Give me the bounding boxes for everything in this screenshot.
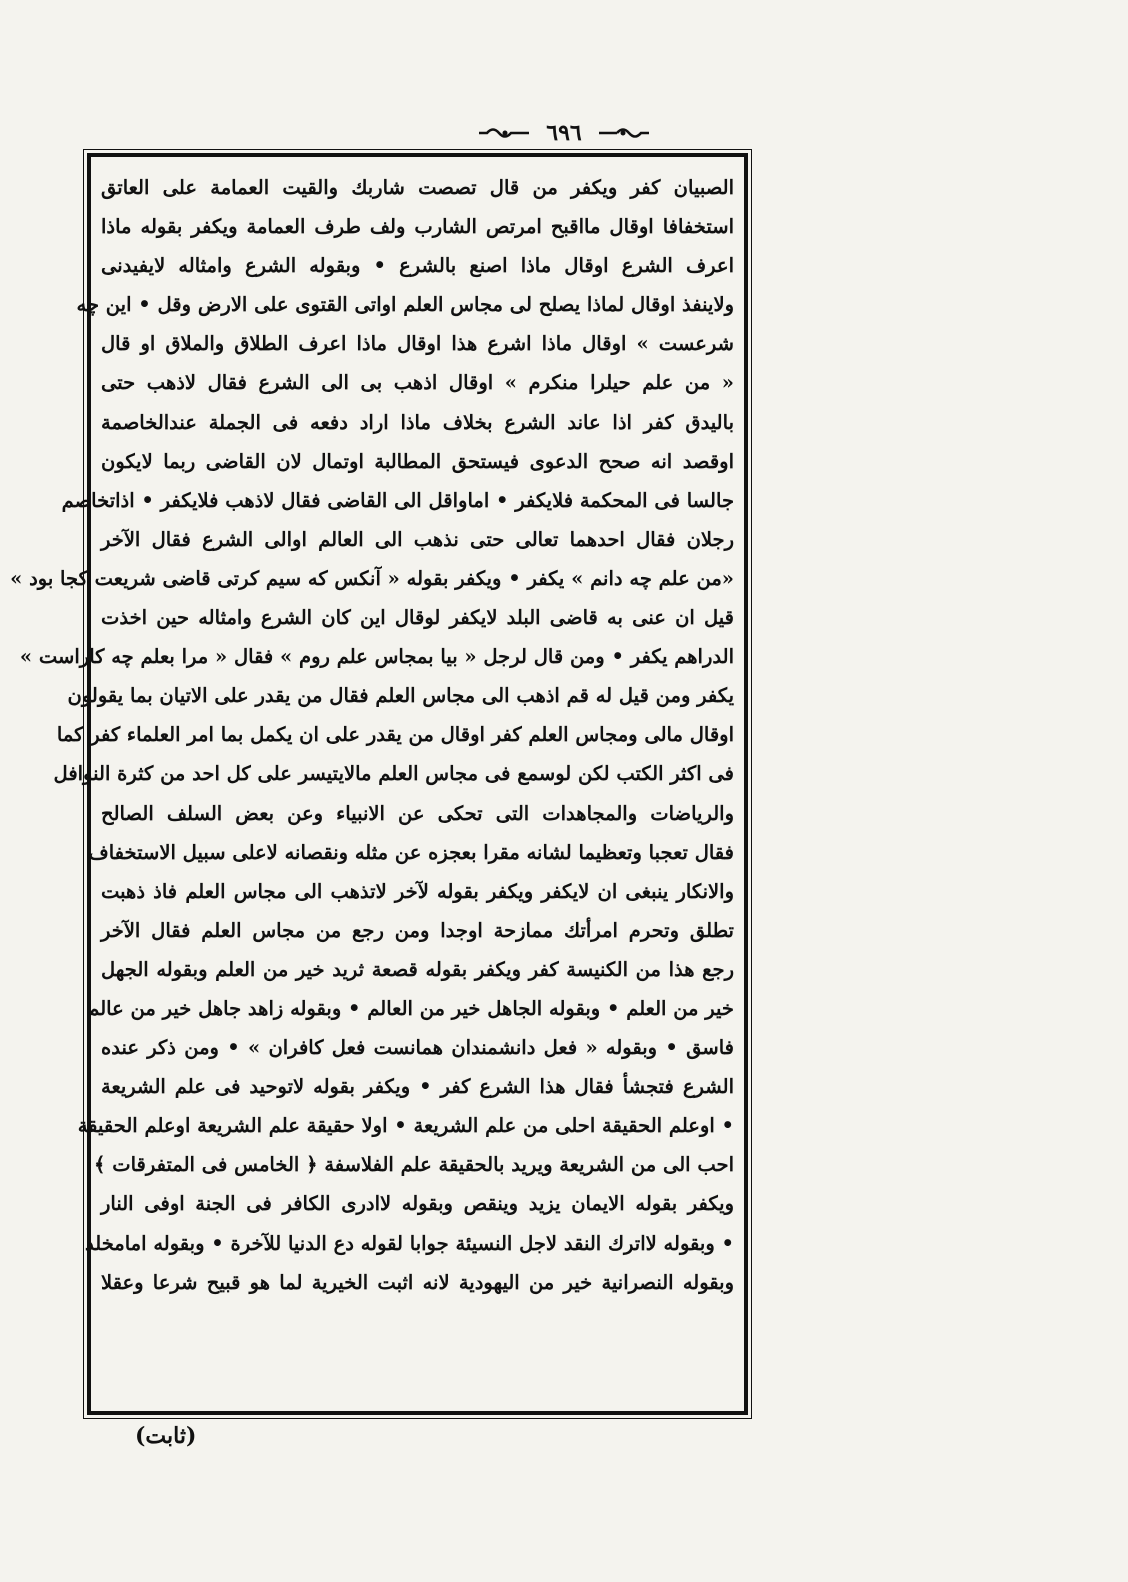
text-line: والانكار ينبغى ان لايكفر ويكفر بقوله لآخر لاتذهب الى مجاس العلم فاذ ذهبت [101, 879, 734, 903]
text-line: تطلق وتحرم امرأتك ممازحة اوجدا ومن رجع من مجاس العلم فقال الآخر [101, 918, 734, 942]
text-line: ويكفر بقوله الايمان يزيد وينقص وبقوله لاادرى الكافر فى الجنة اوفى النار [101, 1192, 734, 1216]
page-number: ٦٩٦ [546, 120, 582, 146]
text-line: رجع هذا من الكنيسة كفر ويكفر بقوله قصعة ثريد خير من العلم وبقوله الجهل [101, 957, 734, 981]
main-text [10, 168, 738, 1302]
text-line: فى اكثر الكتب لكن لوسمع فى مجاس العلم مالايتيسر على كل احد من كثرة النوافل [53, 762, 734, 786]
text-line: «من علم چه دانم » يكفر • ويكفر بقوله « آنكس كه سيم كرتى قاضى شريعت كجا بود » [10, 566, 734, 590]
text-line: • وبقوله لااترك النقد لاجل النسيئة جوابا لقوله دع الدنيا للآخرة • وبقوله امامخلد [85, 1231, 734, 1255]
text-line: الصبيان كفر ويكفر من قال تصصت شاربك والقيت العمامة على العاتق [101, 176, 734, 199]
text-line: احب الى من الشريعة ويريد بالحقيقة علم الفلاسفة ﴿ الخامس فى المتفرقات ﴾ [94, 1153, 734, 1177]
text-line: ولاينفذ اوقال لماذا يصلح لى مجاس العلم اواتى القتوى على الارض وقل • اين چه [76, 293, 734, 317]
text-line: « من علم حيلرا منكرم » اوقال اذهب بى الى الشرع فقال لاذهب حتى [101, 371, 734, 395]
text-line: اعرف الشرع اوقال ماذا اصنع بالشرع • وبقوله الشرع وامثاله لايفيدنى [101, 254, 734, 278]
text-line: باليدق كفر اذا عاند الشرع بخلاف ماذا اراد دفعه فى الجملة عندالخاصمة [101, 410, 734, 434]
left-ornament-icon [597, 124, 651, 145]
page-header [0, 120, 1128, 146]
text-line: يكفر ومن قيل له قم اذهب الى مجاس العلم فقال من يقدر على الاتيان بما يقولون [67, 684, 734, 708]
right-ornament-icon [477, 124, 531, 145]
text-line: شرعست » اوقال ماذا اشرع هذا اوقال ماذا اعرف الطلاق والملاق او قال [101, 332, 734, 356]
text-line: اوقال مالى ومجاس العلم كفر اوقال من يقدر على ان يكمل بما امر العلماء كفر كما [56, 723, 734, 747]
text-line: فاسق • وبقوله « فعل دانشمندان همانست فعل كافران » • ومن ذكر عنده [101, 1036, 734, 1060]
text-line: والرياضات والمجاهدات التى تحكى عن الانبياء وعن بعض السلف الصالح [101, 801, 734, 825]
text-line: رجلان فقال احدهما تعالى حتى نذهب الى العالم اوالى الشرع فقال الآخر [101, 527, 734, 551]
text-line: • اوعلم الحقيقة احلى من علم الشريعة • اولا حقيقة علم الشريعة اوعلم الحقيقة [77, 1114, 734, 1138]
text-line: جالسا فى المحكمة فلايكفر • اماواقل الى القاضى فقال لاذهب فلايكفر • اذاتخاصم [61, 488, 734, 512]
text-line: خير من العلم • وبقوله الجاهل خير من العالم • وبقوله زاهد جاهل خير من عالم [87, 996, 734, 1020]
text-line: الشرع فتجشأ فقال هذا الشرع كفر • ويكفر بقوله لاتوحيد فى علم الشريعة [101, 1075, 734, 1099]
text-line: وبقوله النصرانية خير من اليهودية لانه اثبت الخيرية لما هو قبيح شرعا وعقلا [101, 1270, 734, 1294]
text-line: اوقصد انه صحح الدعوى فيستحق المطالبة اوتمال لان القاضى ربما لايكون [101, 449, 734, 473]
catchword: (ثابت) [135, 1423, 197, 1449]
text-line: استخفافا اوقال مااقبح امرتص الشارب ولف طرف العمامة ويكفر بقوله ماذا [101, 215, 734, 239]
text-line: قيل ان عنى به قاضى البلد لايكفر لوقال اين كان الشرع وامثاله حين اخذت [101, 606, 734, 630]
text-line: فقال تعجبا وتعظيما لشانه مقرا بعجزه عن مثله ونقصانه لاعلى سبيل الاستخفاف [88, 840, 734, 864]
text-line: الدراهم يكفر • ومن قال لرجل « بيا بمجاس علم روم » فقال « مرا بعلم چه كاراست » [19, 645, 734, 669]
